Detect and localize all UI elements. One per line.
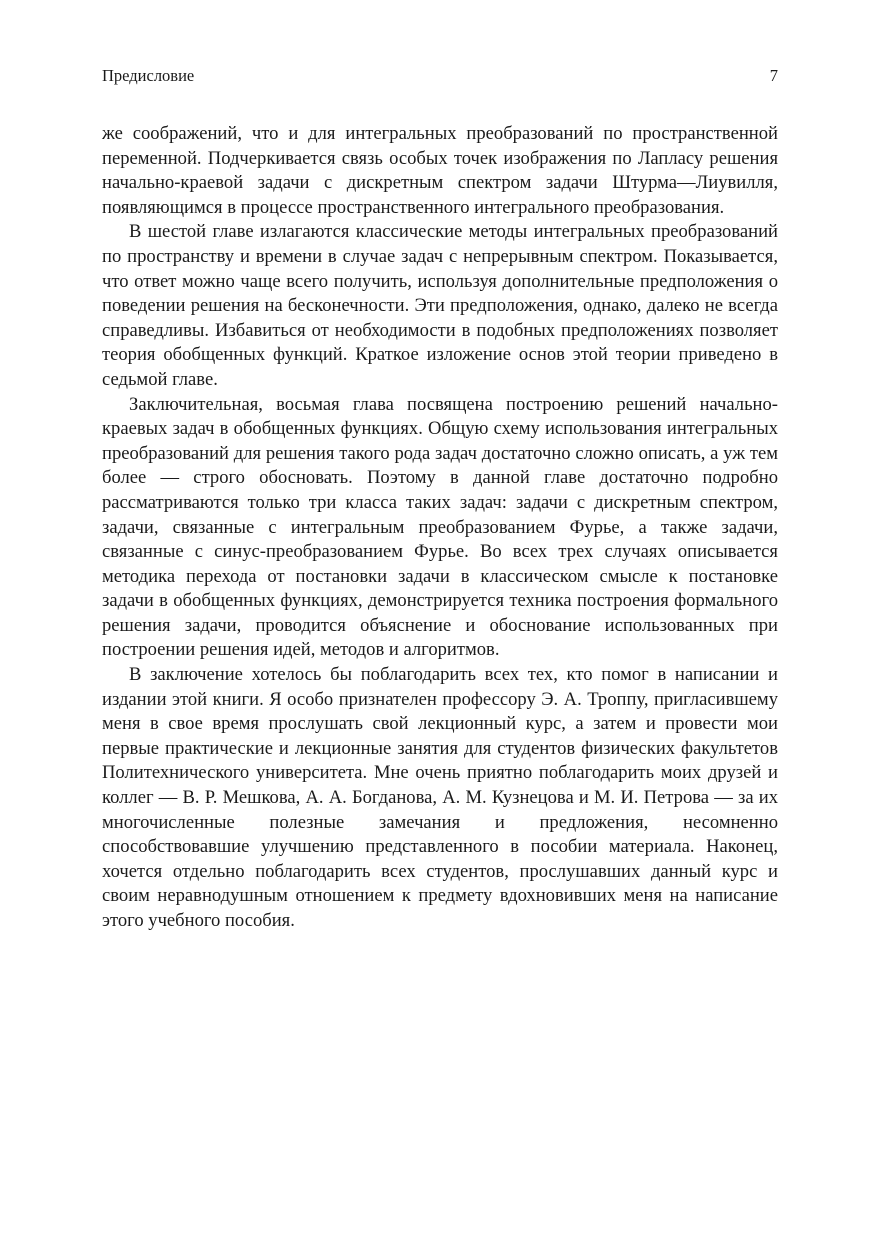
paragraph-acknowledgements: В заключение хотелось бы поблагодарить всех тех, кто помог в написании и издании этой книги. Я особо признателен профессору Э. А. Троппу, пригласившему меня в свое время прослушать свой лекционный курс, а затем и провести мои первые практические и лекционные занятия для студентов физических факультетов Политехнического университета. Мне очень приятно поблагодарить моих друзей и коллег — В. Р. Мешкова, А. А. Богданова, А. М. Кузнецова и М. И. Петрова — за их многочисленные полезные замечания и предложения, несомненно способствовавшие улучшению представленного в пособии материала. Наконец, хочется отдельно поблагодарить всех студентов, прослушавших данный курс и своим неравнодушным отношением к предмету вдохновивших меня на написание этого учебного пособия. <box>102 664 778 931</box>
body-text <box>102 122 778 934</box>
running-head <box>102 66 778 90</box>
paragraph-chapter-six: В шестой главе излагаются классические методы интегральных преобразований по пространству и времени в случае задач с непрерывным спектром. Показывается, что ответ можно чаще всего получить, используя дополнительные предположения о поведении решения на бесконечности. Эти предположения, однако, далеко не всегда справедливы. Избавиться от необходимости в подобных предположениях позволяет теория обобщенных функций. Краткое изложение основ этой теории приведено в седьмой главе. <box>102 221 778 390</box>
running-title: Предисловие <box>102 66 195 85</box>
paragraph-continuation: же соображений, что и для интегральных преобразований по пространственной переменной. Подчеркивается связь особых точек изображения по Лапласу решения начально-краевой задачи с дискретным спектром задачи Штурма—Лиувилля, появляющимся в процессе пространственного интегрального преобразования. <box>102 123 778 218</box>
page-number: 7 <box>769 66 778 85</box>
paragraph-chapter-eight: Заключительная, восьмая глава посвящена построению решений начально-краевых задач в обобщенных функциях. Общую схему использования интегральных преобразований для решения такого рода задач достаточно сложно описать, а уж тем более — строго обосновать. Поэтому в данной главе достаточно подробно рассматриваются только три класса таких задач: задачи с дискретным спектром, задачи, связанные с интегральным преобразованием Фурье, а также задачи, связанные с синус-преобразованием Фурье. Во всех трех случаях описывается методика перехода от постановки задачи в классическом смысле к постановке задачи в обобщенных функциях, демонстрируется техника построения формального решения задачи, проводится объяснение и обоснование использованных при построении решения идей, методов и алгоритмов. <box>102 393 778 661</box>
